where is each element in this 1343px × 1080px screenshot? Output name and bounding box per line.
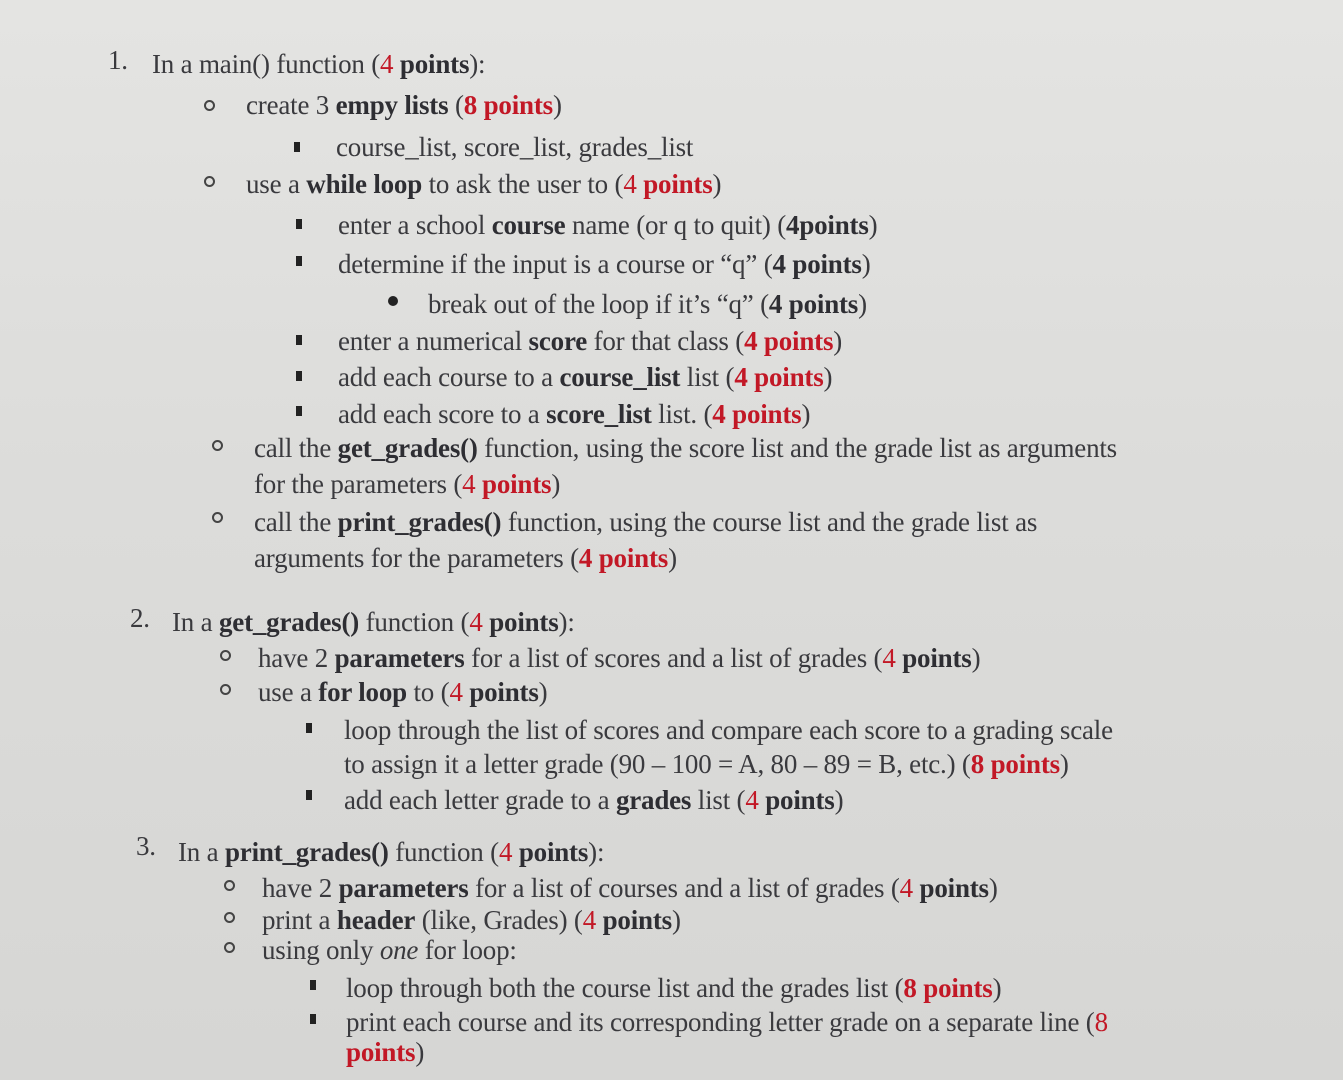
add-course-item: add each course to a course_list list (4 points) <box>338 362 833 392</box>
circle-bullet-icon <box>224 912 235 923</box>
circle-bullet-icon <box>204 100 215 111</box>
section-2-number: 2. <box>130 603 150 633</box>
square-bullet-icon <box>296 219 302 229</box>
circle-bullet-icon <box>212 440 223 451</box>
section-1-title: In a main() function (4 points): <box>152 49 486 79</box>
square-bullet-icon <box>306 723 312 733</box>
for-loop-item: use a for loop to (4 points) <box>258 677 548 707</box>
call-print-grades-item-line2: arguments for the parameters (4 points) <box>254 543 677 573</box>
section-2-title: In a get_grades() function (4 points): <box>172 607 575 637</box>
square-bullet-icon <box>310 980 316 990</box>
call-get-grades-item-line2: for the parameters (4 points) <box>254 469 561 499</box>
loop-both-lists-item: loop through both the course list and the grades list (8 points) <box>346 973 1002 1003</box>
square-bullet-icon <box>310 1014 316 1024</box>
square-bullet-icon <box>296 371 302 381</box>
list-names-item: course_list, score_list, grades_list <box>336 132 694 162</box>
circle-bullet-icon <box>224 942 235 953</box>
while-loop-item: use a while loop to ask the user to (4 points) <box>246 169 722 199</box>
call-get-grades-item: call the get_grades() function, using the score list and the grade list as arguments <box>254 433 1117 463</box>
call-print-grades-item: call the print_grades() function, using the course list and the grade list as <box>254 507 1038 537</box>
add-score-item: add each score to a score_list list. (4 points) <box>338 399 811 429</box>
get-grades-params-item: have 2 parameters for a list of scores and a list of grades (4 points) <box>258 643 981 673</box>
add-letter-grade-item: add each letter grade to a grades list (4 points) <box>344 785 844 815</box>
square-bullet-icon <box>296 406 302 416</box>
print-header-item: print a header (like, Grades) (4 points) <box>262 905 681 935</box>
break-loop-item: break out of the loop if it’s “q” (4 points) <box>428 289 867 319</box>
loop-scores-item-line2: to assign it a letter grade (90 – 100 = A, 80 – 89 = B, etc.) (8 points) <box>344 749 1069 779</box>
square-bullet-icon <box>296 256 302 266</box>
loop-scores-item: loop through the list of scores and compare each score to a grading scale <box>344 715 1113 745</box>
section-3-number: 3. <box>136 831 156 861</box>
dot-bullet-icon <box>388 296 398 306</box>
print-grades-params-item: have 2 parameters for a list of courses and a list of grades (4 points) <box>262 873 998 903</box>
enter-course-item: enter a school course name (or q to quit) (4points) <box>338 210 878 240</box>
section-3-title: In a print_grades() function (4 points): <box>178 837 605 867</box>
square-bullet-icon <box>306 790 312 800</box>
square-bullet-icon <box>294 142 300 152</box>
print-each-course-item-line2: points) <box>346 1037 425 1067</box>
enter-score-item: enter a numerical score for that class (4 points) <box>338 326 843 356</box>
create-lists-item: create 3 empy lists (8 points) <box>246 90 562 120</box>
circle-bullet-icon <box>220 684 231 695</box>
circle-bullet-icon <box>212 512 223 523</box>
print-each-course-item: print each course and its corresponding letter grade on a separate line (8 <box>346 1007 1108 1037</box>
circle-bullet-icon <box>220 650 231 661</box>
only-one-loop-item: using only one for loop: <box>262 935 517 965</box>
determine-input-item: determine if the input is a course or “q” (4 points) <box>338 249 871 279</box>
circle-bullet-icon <box>204 176 215 187</box>
square-bullet-icon <box>296 335 302 345</box>
circle-bullet-icon <box>224 880 235 891</box>
section-1-number: 1. <box>108 45 128 75</box>
